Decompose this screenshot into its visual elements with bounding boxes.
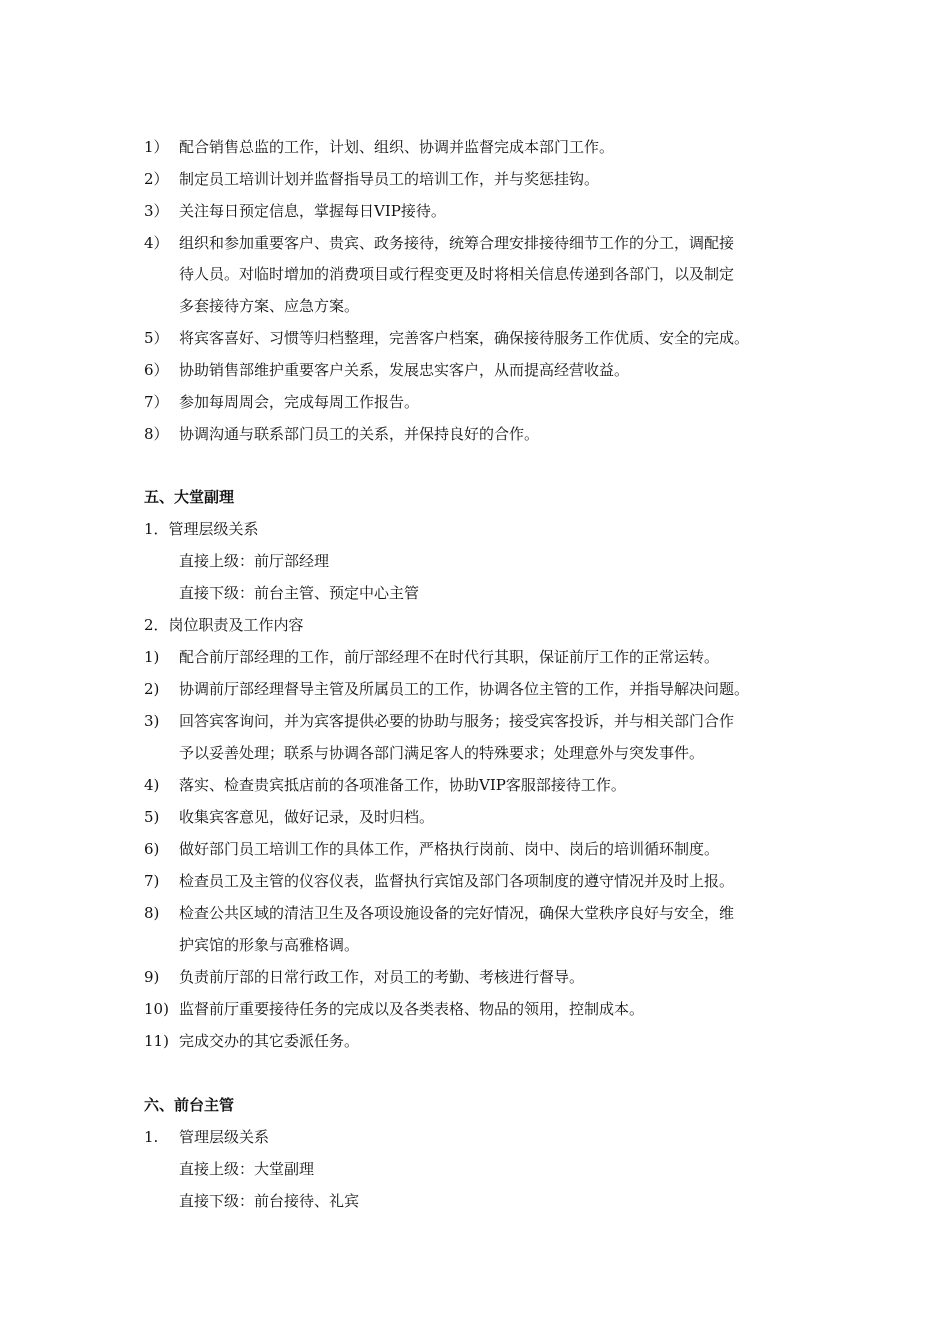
item-text: 待人员。对临时增加的消费项目或行程变更及时将相关信息传递到各部门，以及制定 [179,265,735,283]
item-text: 关注每日预定信息，掌握每日VIP接待。 [179,202,446,220]
item-number: 3） [144,202,169,220]
section-heading: 六、前台主管 [144,1096,235,1114]
item-number: 2) [144,680,160,698]
item-text: 协调前厅部经理督导主管及所属员工的工作，协调各位主管的工作，并指导解决问题。 [179,680,750,698]
item-text: 协调沟通与联系部门员工的关系，并保持良好的合作。 [179,425,540,443]
item-number: 11) [144,1032,169,1050]
item-text: 落实、检查贵宾抵店前的各项准备工作，协助VIP客服部接待工作。 [179,776,626,794]
item-text: 配合前厅部经理的工作，前厅部经理不在时代行其职，保证前厅工作的正常运转。 [179,648,720,666]
subheading: 2．岗位职责及工作内容 [144,616,304,634]
item-number: 9) [144,968,160,986]
direct-subordinate: 直接下级：前台主管、预定中心主管 [179,584,420,602]
item-text: 配合销售总监的工作，计划、组织、协调并监督完成本部门工作。 [179,138,615,156]
item-number: 7） [144,393,169,411]
item-text: 收集宾客意见，做好记录，及时归档。 [179,808,435,826]
item-text: 监督前厅重要接待任务的完成以及各类表格、物品的领用，控制成本。 [179,1000,645,1018]
item-number: 10) [144,1000,169,1018]
item-text: 将宾客喜好、习惯等归档整理，完善客户档案，确保接待服务工作优质、安全的完成。 [179,329,750,347]
item-number: 7) [144,872,160,890]
item-text: 制定员工培训计划并监督指导员工的培训工作，并与奖惩挂钩。 [179,170,600,188]
item-text: 负责前厅部的日常行政工作，对员工的考勤、考核进行督导。 [179,968,585,986]
item-text: 检查员工及主管的仪容仪表，监督执行宾馆及部门各项制度的遵守情况并及时上报。 [179,872,735,890]
item-number: 6) [144,840,160,858]
item-text: 组织和参加重要客户、贵宾、政务接待，统筹合理安排接待细节工作的分工，调配接 [179,234,735,252]
section-heading: 五、大堂副理 [144,488,235,506]
subheading: 1．管理层级关系 [144,520,259,538]
item-number: 8) [144,904,160,922]
item-text: 参加每周周会，完成每周工作报告。 [179,393,420,411]
item-text: 多套接待方案、应急方案。 [179,297,360,315]
item-text: 完成交办的其它委派任务。 [179,1032,360,1050]
direct-superior: 直接上级：前厅部经理 [179,552,330,570]
item-text: 检查公共区域的清洁卫生及各项设施设备的完好情况，确保大堂秩序良好与安全，维 [179,904,735,922]
item-number: 2） [144,170,169,188]
item-number: 1） [144,138,169,156]
item-number: 5） [144,329,169,347]
subheading-number: 1. [144,1128,159,1146]
item-text: 做好部门员工培训工作的具体工作，严格执行岗前、岗中、岗后的培训循环制度。 [179,840,720,858]
item-text: 予以妥善处理；联系与协调各部门满足客人的特殊要求；处理意外与突发事件。 [179,744,705,762]
item-number: 4) [144,776,160,794]
direct-subordinate: 直接下级：前台接待、礼宾 [179,1192,360,1210]
item-text: 回答宾客询问，并为宾客提供必要的协助与服务；接受宾客投诉，并与相关部门合作 [179,712,735,730]
item-text: 护宾馆的形象与高雅格调。 [179,936,360,954]
item-number: 3) [144,712,160,730]
item-number: 4） [144,234,169,252]
item-number: 1) [144,648,160,666]
item-number: 5) [144,808,160,826]
item-text: 协助销售部维护重要客户关系，发展忠实客户，从而提高经营收益。 [179,361,630,379]
item-number: 6） [144,361,169,379]
item-number: 8） [144,425,169,443]
subheading-text: 管理层级关系 [179,1128,270,1146]
direct-superior: 直接上级：大堂副理 [179,1160,315,1178]
